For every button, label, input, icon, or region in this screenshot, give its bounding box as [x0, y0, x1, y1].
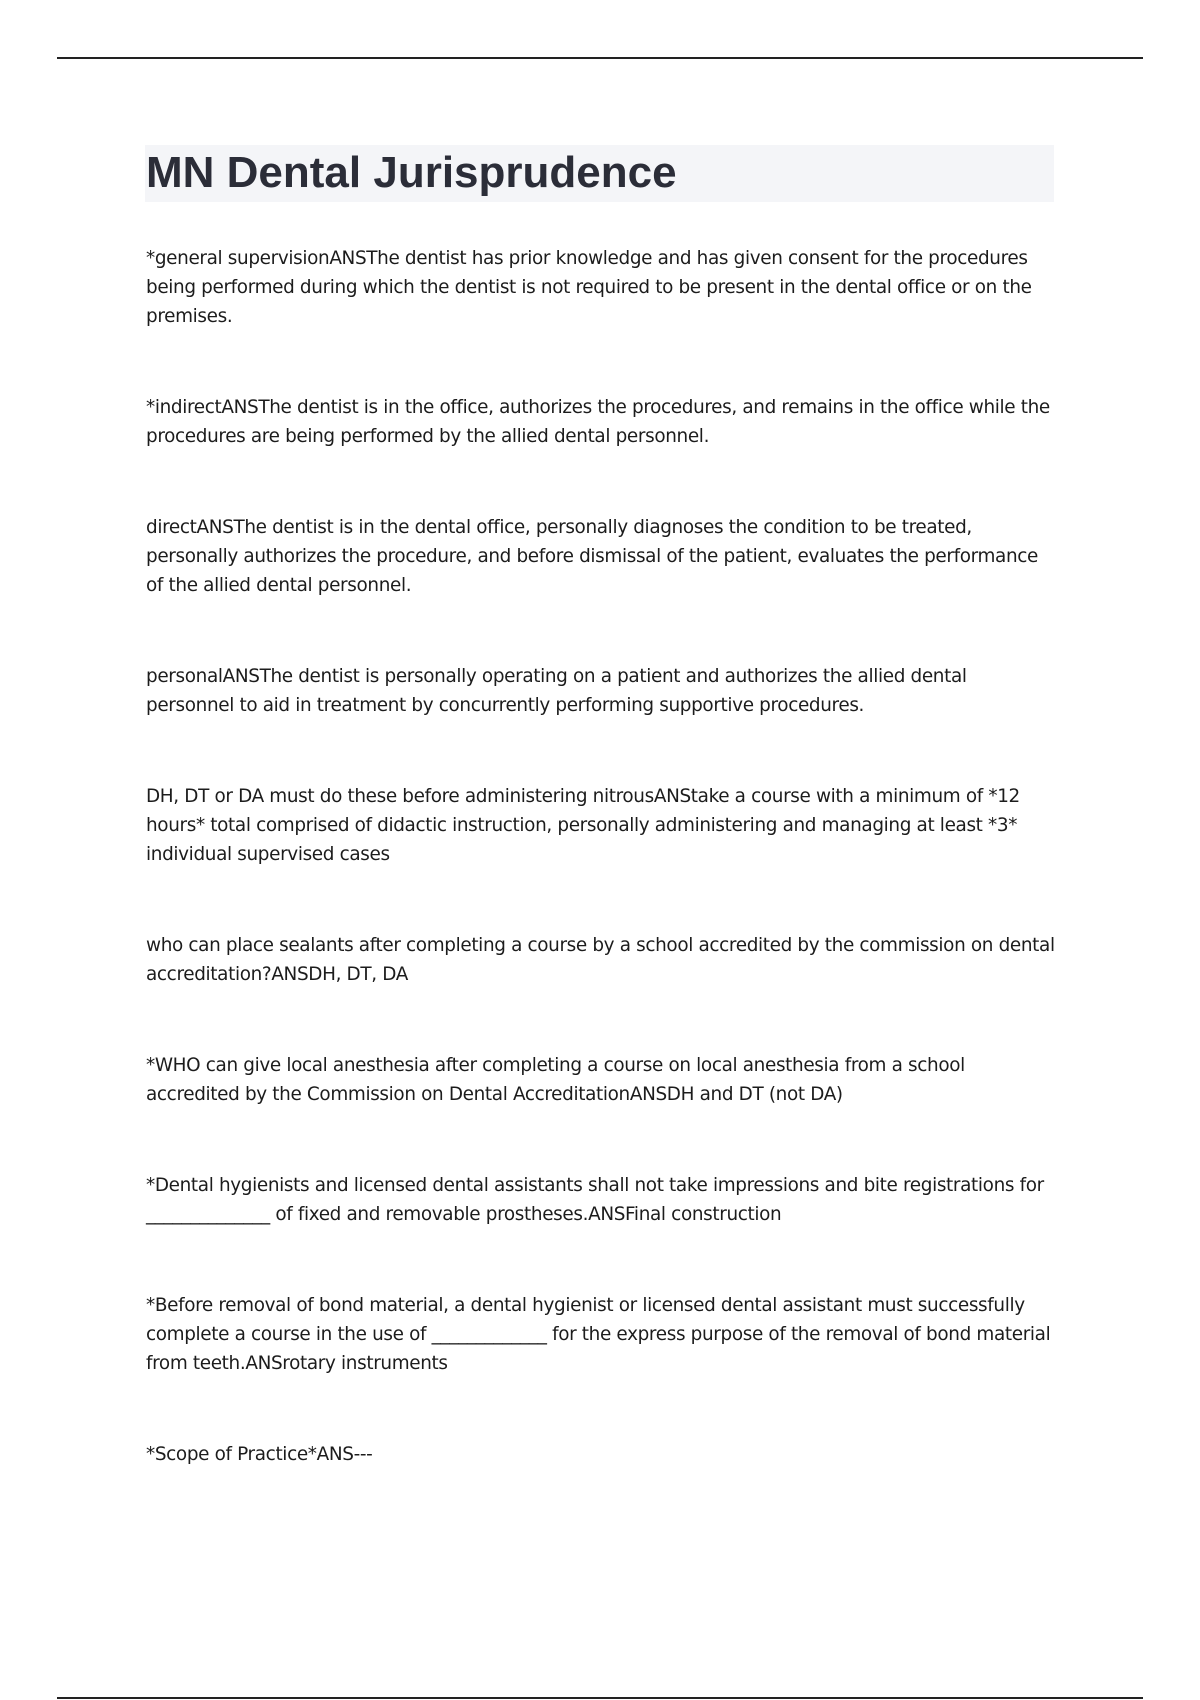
flashcard-list [146, 244, 1060, 1469]
flashcard-entry-general-supervision: *general supervisionANSThe dentist has prior knowledge and has given consent for the procedures being performed during which the dentist is not required to be present in the dental office or on the premises. [146, 248, 1032, 327]
flashcard-entry-direct: directANSThe dentist is in the dental office, personally diagnoses the condition to be treated, personally authorizes the procedure, and before dismissal of the patient, evaluates the performance of the allied dental personnel. [146, 517, 1038, 596]
flashcard-entry-personal: personalANSThe dentist is personally operating on a patient and authorizes the allied dental personnel to aid in treatment by concurrently performing supportive procedures. [146, 666, 967, 716]
page-top-rule [57, 57, 1143, 59]
flashcard-entry-bond-material: *Before removal of bond material, a dental hygienist or licensed dental assistant must successfully complete a course in the use of _____________ for the express purpose of the removal of bond material from teeth.ANSrotary instruments [146, 1295, 1051, 1374]
flashcard-entry-scope-of-practice: *Scope of Practice*ANS--- [146, 1444, 373, 1465]
flashcard-entry-impressions: *Dental hygienists and licensed dental assistants shall not take impressions and bite registrations for ______________ of fixed and removable prostheses.ANSFinal construction [146, 1175, 1044, 1225]
document-title: MN Dental Jurisprudence [146, 148, 677, 197]
page-bottom-rule [57, 1697, 1143, 1699]
flashcard-entry-nitrous: DH, DT or DA must do these before administering nitrousANStake a course with a minimum of *12 hours* total comprised of didactic instruction, personally administering and managing at least *3* individual supervised cases [146, 786, 1020, 865]
flashcard-entry-sealants: who can place sealants after completing a course by a school accredited by the commission on dental accreditation?ANSDH, DT, DA [146, 935, 1055, 985]
flashcard-entry-local-anesthesia: *WHO can give local anesthesia after completing a course on local anesthesia from a school accredited by the Commission on Dental AccreditationANSDH and DT (not DA) [146, 1055, 965, 1105]
flashcard-entry-indirect: *indirectANSThe dentist is in the office, authorizes the procedures, and remains in the office while the procedures are being performed by the allied dental personnel. [146, 397, 1050, 447]
